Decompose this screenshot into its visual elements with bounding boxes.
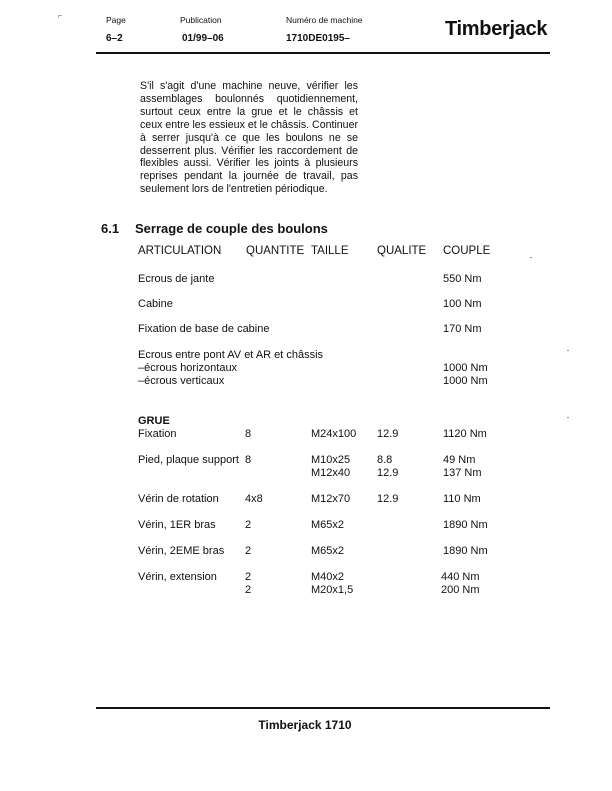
scan-speck: [530, 257, 532, 258]
page-footer: [0, 718, 612, 732]
row-sub-horizontal: –écrous horizontaux: [138, 362, 238, 374]
row-articulation: Cabine: [138, 298, 173, 310]
row-articulation: Vérin de rotation: [138, 493, 219, 505]
page-header: [0, 0, 612, 60]
row-articulation: Vérin, extension: [138, 571, 217, 583]
row-articulation: Fixation: [138, 428, 177, 440]
section-title: Serrage de couple des boulons: [135, 221, 328, 236]
footer-rule: [96, 707, 550, 709]
col-header-couple: COUPLE: [443, 245, 491, 257]
row-qualite: 12.9: [377, 428, 399, 440]
scan-speck: [567, 417, 569, 418]
row-couple: 1890 Nm: [443, 519, 488, 531]
row-couple: 1120 Nm: [443, 428, 487, 440]
page-label: Page: [106, 15, 126, 25]
page-number: 6–2: [106, 33, 123, 44]
row-taille: M12x70: [311, 493, 351, 505]
row-taille: M12x40: [311, 467, 351, 479]
machine-number-label: Numéro de machine: [286, 15, 363, 25]
publication-value: 01/99–06: [182, 33, 224, 44]
row-quantite: 2: [245, 584, 252, 596]
header-rule: [96, 52, 550, 54]
intro-paragraph: S'il s'agit d'une machine neuve, vérifier les assemblages boulonnés quotidiennement, surtout ceux entre la grue et le châssis et ceux entre les essieux et le châssis. Continuer à serrer jusqu'à ce que les boulons ne se desserrent plus. Vérifier les raccordement de flexibles aussi. Vérifier les joints à plusieurs reprises pendant la journée de travail, pas seulement lors de l'entretien périodique.: [140, 80, 358, 196]
row-sub-vertical: –écrous verticaux: [138, 375, 225, 387]
row-couple: 137 Nm: [443, 467, 482, 479]
row-couple: 1890 Nm: [443, 545, 488, 557]
row-articulation: Ecrous de jante: [138, 273, 215, 285]
group-title-grue: GRUE: [138, 415, 170, 427]
col-header-qualite: QUALITE: [377, 245, 427, 257]
row-couple: 1000 Nm: [443, 362, 488, 374]
row-taille: M20x1,5: [311, 584, 354, 596]
row-articulation: Vérin, 1ER bras: [138, 519, 216, 531]
row-couple: 1000 Nm: [443, 375, 488, 387]
row-taille: M40x2: [311, 571, 345, 583]
footer-title: Timberjack 1710: [258, 718, 352, 732]
row-qualite: 12.9: [377, 467, 399, 479]
row-quantite: 2: [245, 519, 252, 531]
row-quantite: 8: [245, 454, 252, 466]
row-articulation: Fixation de base de cabine: [138, 323, 270, 335]
row-articulation: Pied, plaque support: [138, 454, 239, 466]
row-couple: 49 Nm: [443, 454, 476, 466]
section-number: 6.1: [101, 221, 120, 236]
row-couple: 550 Nm: [443, 273, 482, 285]
row-quantite: 2: [245, 571, 252, 583]
row-taille: M10x25: [311, 454, 351, 466]
row-couple: 440 Nm: [441, 571, 480, 583]
col-header-quantite: QUANTITE: [246, 245, 305, 257]
row-articulation: Ecrous entre pont AV et AR et châssis: [138, 349, 324, 361]
row-qualite: 12.9: [377, 493, 399, 505]
scan-mark: ⌐: [58, 13, 63, 20]
row-taille: M65x2: [311, 519, 345, 531]
col-header-taille: TAILLE: [311, 245, 349, 257]
row-taille: M65x2: [311, 545, 345, 557]
row-couple: 100 Nm: [443, 298, 482, 310]
publication-label: Publication: [180, 15, 222, 25]
row-articulation: Vérin, 2EME bras: [138, 545, 225, 557]
row-qualite: 8.8: [377, 454, 393, 466]
col-header-articulation: ARTICULATION: [138, 245, 222, 257]
row-couple: 200 Nm: [441, 584, 480, 596]
row-quantite: 8: [245, 428, 252, 440]
brand-logo: Timberjack: [445, 18, 548, 40]
scan-speck: [567, 350, 569, 351]
row-quantite: 2: [245, 545, 252, 557]
machine-number-value: 1710DE0195–: [286, 33, 350, 44]
row-taille: M24x100: [311, 428, 357, 440]
row-quantite: 4x8: [245, 493, 263, 505]
row-couple: 170 Nm: [443, 323, 482, 335]
row-couple: 110 Nm: [443, 493, 481, 505]
